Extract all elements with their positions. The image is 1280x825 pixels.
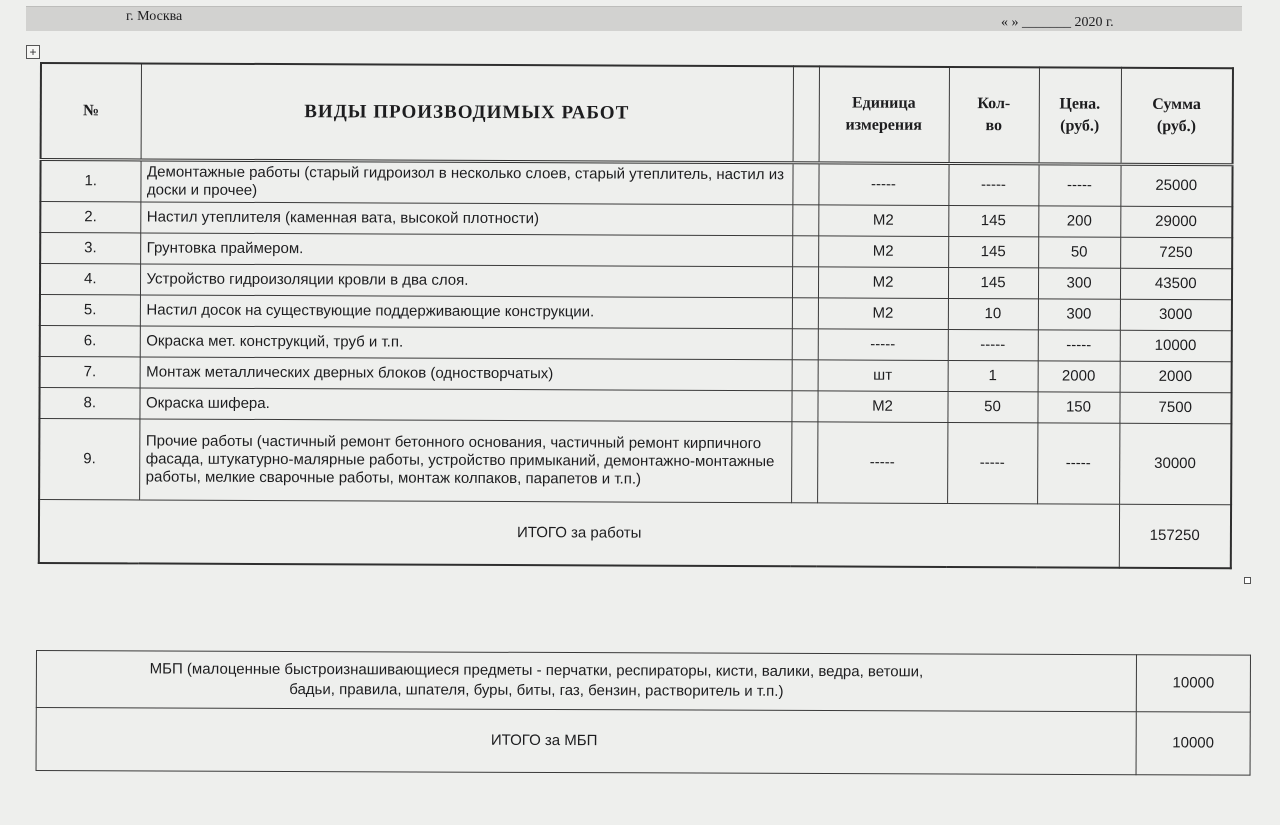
row-qty: ----- — [948, 163, 1038, 205]
row-qty: ----- — [947, 422, 1037, 503]
table-move-handle-icon[interactable]: + — [26, 45, 40, 59]
col-header-title: ВИДЫ ПРОИЗВОДИМЫХ РАБОТ — [141, 63, 793, 162]
row-spacer — [792, 298, 818, 329]
total-row — [39, 500, 1231, 569]
mbp-total-label: ИТОГО за МБП — [36, 708, 1136, 775]
table-row — [40, 357, 1232, 393]
col-header-sum — [1121, 68, 1233, 165]
row-num: 4. — [40, 264, 140, 295]
row-name: Настил утеплителя (каменная вата, высокой плотности) — [140, 202, 792, 236]
table-row — [40, 326, 1232, 362]
row-price: 150 — [1037, 392, 1119, 423]
table-row — [40, 264, 1232, 300]
works-table — [38, 62, 1234, 569]
row-unit: ----- — [818, 163, 948, 206]
table-row — [40, 160, 1232, 207]
row-num: 1. — [40, 160, 140, 202]
row-spacer — [792, 236, 818, 267]
row-price: 300 — [1038, 299, 1120, 330]
col-header-qty-line1: Кол- — [977, 95, 1011, 113]
row-spacer — [791, 422, 817, 503]
row-num: 9. — [39, 419, 139, 500]
row-sum: 2000 — [1120, 361, 1232, 392]
table-row — [39, 388, 1231, 424]
row-qty: 10 — [948, 298, 1038, 329]
row-spacer — [792, 360, 818, 391]
row-sum: 25000 — [1120, 164, 1232, 206]
row-name: Демонтажные работы (старый гидроизол в несколько слоев, старый утеплитель, настил из доски и прочее) — [140, 160, 792, 205]
row-sum: 3000 — [1120, 299, 1232, 330]
row-qty: 145 — [948, 267, 1038, 298]
row-num: 8. — [39, 388, 139, 419]
row-price: 300 — [1038, 268, 1120, 299]
document-header — [26, 6, 1242, 31]
col-header-qty — [949, 67, 1039, 164]
row-name: Настил досок на существующие поддерживающие конструкции. — [140, 295, 792, 329]
row-unit: М2 — [818, 205, 948, 237]
mbp-description — [36, 651, 1136, 712]
row-unit: шт — [818, 360, 948, 392]
row-sum: 30000 — [1119, 423, 1231, 504]
col-header-sum-line2: (руб.) — [1156, 117, 1197, 136]
row-qty: ----- — [948, 329, 1038, 360]
table-row — [40, 233, 1232, 269]
table-resize-handle-icon[interactable] — [1244, 577, 1251, 584]
row-spacer — [792, 267, 818, 298]
total-label: ИТОГО за работы — [39, 500, 1119, 568]
row-unit: М2 — [817, 391, 947, 423]
row-name: Окраска шифера. — [139, 388, 791, 422]
col-header-price-line2: (руб.) — [1060, 117, 1100, 135]
header-city: г. Москва — [126, 9, 183, 24]
row-unit: М2 — [818, 236, 948, 268]
row-price: ----- — [1038, 330, 1120, 361]
col-header-spacer — [793, 66, 819, 163]
row-sum: 7500 — [1119, 392, 1231, 423]
row-price: 2000 — [1038, 361, 1120, 392]
col-header-unit-line1: Единица — [851, 94, 916, 112]
row-sum: 7250 — [1120, 237, 1232, 268]
row-num: 2. — [40, 202, 140, 233]
row-spacer — [792, 205, 818, 236]
row-qty: 1 — [948, 360, 1038, 391]
row-qty: 145 — [948, 205, 1038, 236]
mbp-description-text: МБП (малоценные быстроизнашивающиеся предметы - перчатки, респираторы, кисти, валики, ведра, ветоши, бадьи, правила, шпателя, буры, биты, газ, бензин, растворитель и т.п.) — [149, 660, 924, 700]
row-price: 50 — [1038, 237, 1120, 268]
mbp-total-value: 10000 — [1136, 712, 1250, 775]
row-num: 5. — [40, 295, 140, 326]
row-num: 3. — [40, 233, 140, 264]
row-name: Грунтовка праймером. — [140, 233, 792, 267]
table-row — [40, 295, 1232, 331]
table-row — [39, 419, 1231, 505]
row-spacer — [792, 329, 818, 360]
mbp-value: 10000 — [1136, 655, 1250, 712]
table-row — [40, 202, 1232, 238]
header-date: « » _______ 2020 г. — [1001, 15, 1114, 30]
row-sum: 29000 — [1120, 206, 1232, 237]
mbp-total-row — [36, 708, 1250, 776]
row-unit: ----- — [817, 422, 947, 504]
row-num: 6. — [40, 326, 140, 357]
col-header-price-line1: Цена. — [1059, 95, 1101, 113]
col-header-num: № — [41, 63, 141, 160]
row-name: Прочие работы (частичный ремонт бетонного основания, частичный ремонт кирпичного фасада, штукатурно-малярные работы, устройство примыканий, демонтажно-монтажные работы, мелкие сварочные работы, монтаж колпаков, парапетов и т.п.) — [139, 419, 791, 503]
row-num: 7. — [40, 357, 140, 388]
row-unit: М2 — [818, 267, 948, 299]
row-price: ----- — [1037, 423, 1119, 504]
row-sum: 10000 — [1120, 330, 1232, 361]
mbp-table — [36, 650, 1251, 776]
row-unit: М2 — [818, 298, 948, 330]
row-price: 200 — [1038, 206, 1120, 237]
col-header-unit — [819, 66, 949, 163]
table-header-row — [41, 63, 1233, 165]
row-unit: ----- — [818, 329, 948, 361]
row-spacer — [792, 163, 818, 205]
mbp-row — [36, 651, 1250, 713]
row-qty: 50 — [947, 391, 1037, 422]
row-name: Окраска мет. конструкций, труб и т.п. — [140, 326, 792, 360]
col-header-sum-line1: Сумма — [1152, 95, 1201, 114]
col-header-qty-line2: во — [985, 117, 1003, 135]
row-spacer — [791, 391, 817, 422]
col-header-price — [1039, 67, 1121, 164]
total-value: 157250 — [1119, 504, 1231, 568]
row-name: Устройство гидроизоляции кровли в два слоя. — [140, 264, 792, 298]
row-sum: 43500 — [1120, 268, 1232, 299]
row-price: ----- — [1038, 164, 1120, 206]
col-header-unit-line2: измерения — [845, 116, 923, 134]
row-qty: 145 — [948, 236, 1038, 267]
row-name: Монтаж металлических дверных блоков (одностворчатых) — [140, 357, 792, 391]
